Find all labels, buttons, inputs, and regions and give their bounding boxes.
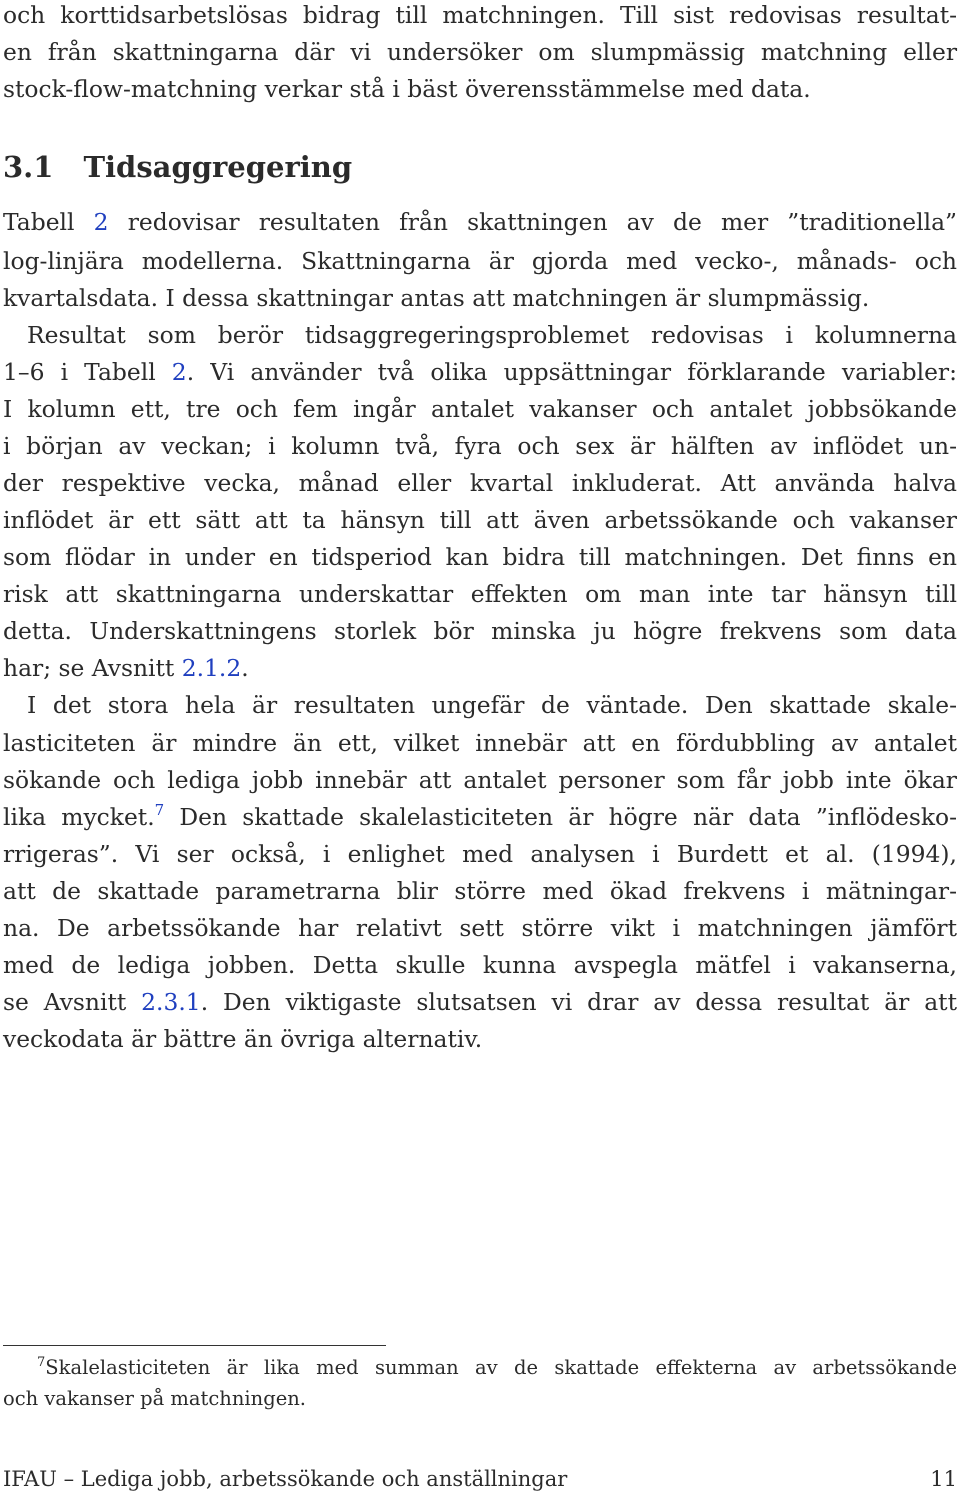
- p2-line-2: lasticiteten är mindre än ett, vilket innebär att en fördubbling av antalet: [3, 729, 957, 757]
- p2-line-5: rrigeras”. Vi ser också, i enlighet med analysen i Burdett et al. (1994),: [3, 840, 957, 868]
- section-title: Tidsaggregering: [83, 150, 353, 184]
- section-number: 3.1: [3, 150, 54, 184]
- running-title: IFAU – Lediga jobb, arbetssökande och anställningar: [3, 1467, 568, 1491]
- intro-line-1: och korttidsarbetslösas bidrag till matchningen. Till sist redovisas resultat-: [3, 1, 957, 29]
- section-2-1-2-link[interactable]: 2.1.2: [181, 654, 242, 682]
- intro-line-3: stock-flow-matchning verkar stå i bäst överensstämmelse med data.: [3, 75, 811, 103]
- p1-line-5: 1–6 i Tabell 2. Vi använder två olika uppsättningar förklarande variabler:: [3, 358, 957, 386]
- p1-line-12: detta. Underskattningens storlek bör minska ju högre frekvens som data: [3, 617, 957, 645]
- footnote-line-1: $^7$Skalelasticiteten är lika med summan av de skattade effekterna av arbetssökande: [37, 1355, 957, 1379]
- p2-line-8: med de lediga jobben. Detta skulle kunna avspegla mätfel i vakanserna,: [3, 951, 957, 979]
- table-2-link[interactable]: 2: [171, 358, 187, 386]
- section-heading: [3, 150, 352, 184]
- p1-line-6: I kolumn ett, tre och fem ingår antalet vakanser och antalet jobbsökande: [3, 395, 957, 423]
- p1-line-3: kvartalsdata. I dessa skattningar antas att matchningen är slumpmässig.: [3, 284, 870, 312]
- p1-line-11: risk att skattningarna underskattar effekten om man inte tar hänsyn till: [3, 580, 957, 608]
- p1-line-13: har; se Avsnitt 2.1.2.: [3, 654, 249, 682]
- p1-line-1: Tabell 2 redovisar resultaten från skattningen av de mer ”traditionella”: [3, 208, 957, 236]
- p2-line-4: lika mycket.$^7$ Den skattade skalelasticiteten är högre när data ”inflödesko-: [3, 801, 957, 831]
- page-number: 11: [930, 1467, 957, 1491]
- p2-line-3: sökande och lediga jobb innebär att antalet personer som får jobb inte ökar: [3, 766, 957, 794]
- table-2-link[interactable]: 2: [93, 208, 109, 236]
- p2-line-1: I det stora hela är resultaten ungefär de väntade. Den skattade skale-: [27, 691, 957, 719]
- intro-line-2: en från skattningarna där vi undersöker om slumpmässig matchning eller: [3, 38, 957, 66]
- p1-line-7: i början av veckan; i kolumn två, fyra och sex är hälften av inflödet un-: [3, 432, 957, 460]
- section-2-3-1-link[interactable]: 2.3.1: [141, 988, 201, 1016]
- footnote-rule: [3, 1345, 386, 1346]
- p1-line-2: log-linjära modellerna. Skattningarna är gjorda med vecko-, månads- och: [3, 247, 957, 275]
- p1-line-10: som flödar in under en tidsperiod kan bidra till matchningen. Det finns en: [3, 543, 957, 571]
- footnote-mark: 7: [37, 1355, 46, 1370]
- footnote-7-link[interactable]: 7: [154, 801, 165, 819]
- p2-line-6: att de skattade parametrarna blir större med ökad frekvens i mätningar-: [3, 877, 957, 905]
- p1-line-4: Resultat som berör tidsaggregeringsproblemet redovisas i kolumnerna: [27, 321, 957, 349]
- p2-line-7: na. De arbetssökande har relativt sett större vikt i matchningen jämfört: [3, 914, 957, 942]
- document-page: [3, 0, 957, 1500]
- p1-line-8: der respektive vecka, månad eller kvartal inkluderat. Att använda halva: [3, 469, 957, 497]
- p2-line-9: se Avsnitt 2.3.1. Den viktigaste slutsatsen vi drar av dessa resultat är att: [3, 988, 957, 1016]
- p2-line-10: veckodata är bättre än övriga alternativ.: [3, 1025, 483, 1053]
- footnote-line-2: och vakanser på matchningen.: [3, 1387, 307, 1410]
- p1-line-9: inflödet är ett sätt att ta hänsyn till att även arbetssökande och vakanser: [3, 506, 957, 534]
